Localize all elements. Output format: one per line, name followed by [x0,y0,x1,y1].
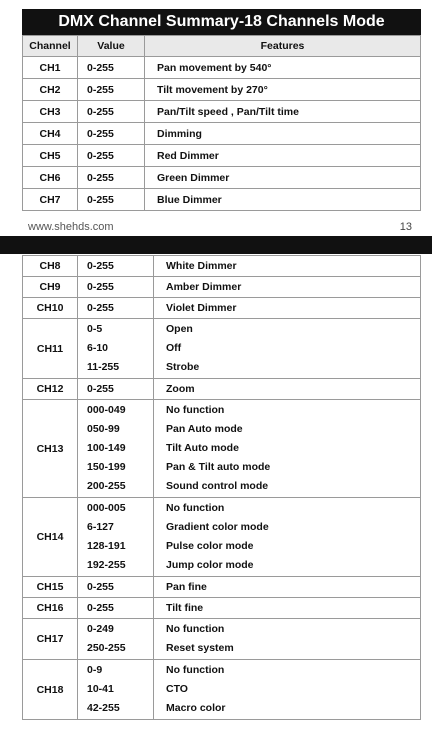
value-entry: 050-99 [87,423,120,435]
value-entry: 192-255 [87,559,126,571]
feature-entry: No function [166,404,225,416]
header-features: Features [145,36,421,57]
value-cell [78,400,154,498]
channel-table-page2 [22,255,421,720]
value-entry: 0-9 [87,664,103,676]
feature-entry: Pulse color mode [166,540,254,552]
value-cell: 0-255 [78,123,145,145]
value-cell [78,619,154,660]
feature-cell: Amber Dimmer [154,277,421,298]
channel-cell: CH6 [23,167,78,189]
channel-cell: CH7 [23,189,78,211]
table-row [23,298,421,319]
feature-cell: Tilt movement by 270° [145,79,421,101]
feature-cell: Blue Dimmer [145,189,421,211]
value-cell: 0-255 [78,57,145,79]
feature-cell: Zoom [154,379,421,400]
channel-cell: CH8 [23,256,78,277]
table-row [23,57,421,79]
table-row [23,167,421,189]
channel-cell: CH13 [23,400,78,498]
table-row [23,123,421,145]
value-cell [78,319,154,379]
value-entry: 0-5 [87,323,103,335]
feature-entry: CTO [166,683,188,695]
feature-entry: No function [166,664,225,676]
feature-cell [154,498,421,577]
feature-cell [154,619,421,660]
header-channel: Channel [23,36,78,57]
value-entry: 6-10 [87,342,109,354]
value-cell: 0-255 [78,189,145,211]
value-entry: 6-127 [87,521,114,533]
value-cell: 0-255 [78,577,154,598]
value-cell [78,660,154,720]
feature-entry: Open [166,323,193,335]
value-entry: 0-249 [87,623,114,635]
table-row [23,577,421,598]
channel-cell: CH3 [23,101,78,123]
table-row [23,660,421,720]
feature-entry: Macro color [166,702,226,714]
feature-cell: Dimming [145,123,421,145]
value-entry: 42-255 [87,702,120,714]
value-cell: 0-255 [78,145,145,167]
channel-cell: CH18 [23,660,78,720]
channel-cell: CH16 [23,598,78,619]
feature-entry: Pan & Tilt auto mode [166,461,271,473]
header-value: Value [78,36,145,57]
value-cell: 0-255 [78,167,145,189]
feature-cell: Red Dimmer [145,145,421,167]
page-separator [0,236,432,254]
value-entry: 150-199 [87,461,126,473]
table-header-row [23,36,421,57]
channel-cell: CH15 [23,577,78,598]
feature-cell: Pan/Tilt speed , Pan/Tilt time [145,101,421,123]
table-row [23,498,421,577]
feature-cell: Tilt fine [154,598,421,619]
feature-cell: White Dimmer [154,256,421,277]
feature-entry: Gradient color mode [166,521,269,533]
channel-cell: CH11 [23,319,78,379]
footer-website: www.shehds.com [28,221,114,233]
value-entry: 128-191 [87,540,126,552]
value-cell: 0-255 [78,298,154,319]
channel-cell: CH5 [23,145,78,167]
table-body-page2 [23,256,421,720]
feature-cell [154,319,421,379]
feature-entry: Reset system [166,642,234,654]
table-row [23,101,421,123]
channel-cell: CH2 [23,79,78,101]
table-row [23,619,421,660]
value-entry: 000-049 [87,404,126,416]
table-row [23,379,421,400]
feature-cell [154,400,421,498]
value-cell: 0-255 [78,379,154,400]
feature-cell: Violet Dimmer [154,298,421,319]
feature-entry: No function [166,623,225,635]
channel-table-page1 [22,35,421,211]
feature-cell: Pan fine [154,577,421,598]
feature-entry: Off [166,342,182,354]
table-row [23,189,421,211]
table-row [23,277,421,298]
value-entry: 000-005 [87,502,126,514]
feature-entry: Jump color mode [166,559,254,571]
value-entry: 11-255 [87,361,120,373]
table-row [23,400,421,498]
table-title: DMX Channel Summary-18 Channels Mode [22,9,421,35]
table-row [23,145,421,167]
value-cell [78,498,154,577]
feature-entry: Tilt Auto mode [166,442,239,454]
value-cell: 0-255 [78,101,145,123]
channel-cell: CH10 [23,298,78,319]
feature-entry: Sound control mode [166,480,269,492]
channel-cell: CH1 [23,57,78,79]
value-entry: 200-255 [87,480,126,492]
feature-cell: Pan movement by 540° [145,57,421,79]
value-cell: 0-255 [78,598,154,619]
table-row [23,598,421,619]
value-cell: 0-255 [78,277,154,298]
channel-cell: CH12 [23,379,78,400]
channel-cell: CH17 [23,619,78,660]
feature-cell: Green Dimmer [145,167,421,189]
table-row [23,256,421,277]
table-row [23,319,421,379]
table-row [23,79,421,101]
channel-cell: CH4 [23,123,78,145]
feature-entry: Strobe [166,361,200,373]
value-entry: 100-149 [87,442,126,454]
feature-entry: No function [166,502,225,514]
table-body-page1 [23,57,421,211]
value-cell: 0-255 [78,256,154,277]
value-entry: 10-41 [87,683,114,695]
page-number: 13 [399,221,412,233]
channel-cell: CH14 [23,498,78,577]
channel-cell: CH9 [23,277,78,298]
feature-cell [154,660,421,720]
value-cell: 0-255 [78,79,145,101]
value-entry: 250-255 [87,642,126,654]
feature-entry: Pan Auto mode [166,423,243,435]
